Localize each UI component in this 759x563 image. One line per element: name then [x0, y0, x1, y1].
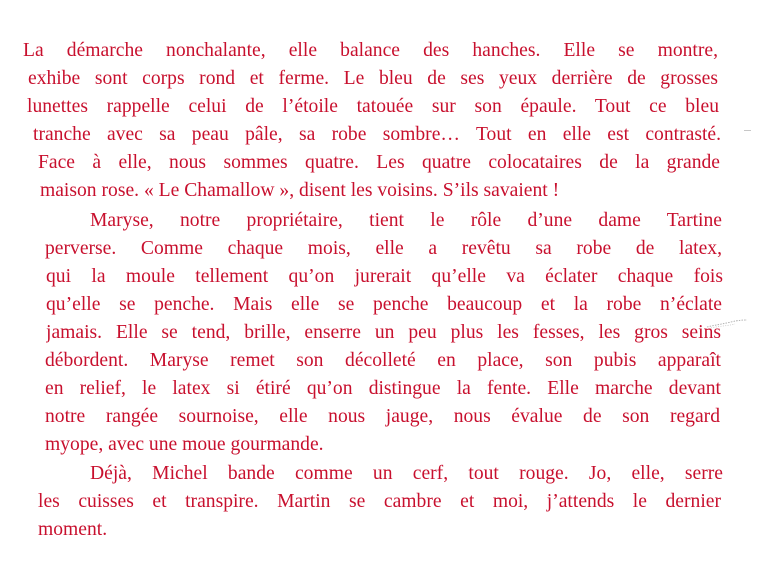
text-line: notre rangée sournoise, elle nous jauge, nous évalue de son regard	[45, 406, 720, 427]
text-line: débordent. Maryse remet son décolleté en place, son pubis apparaît	[45, 350, 721, 371]
text-line: qu’elle se penche. Mais elle se penche beaucoup et la robe n’éclate	[46, 294, 722, 315]
text-line: Face à elle, nous sommes quatre. Les quatre colocataires de la grande	[38, 152, 720, 173]
text-line: les cuisses et transpire. Martin se cambre et moi, j’attends le dernier	[38, 491, 721, 512]
text-line: La démarche nonchalante, elle balance des hanches. Elle se montre,	[23, 40, 718, 61]
text-line: myope, avec une moue gourmande.	[45, 434, 324, 455]
text-line: Déjà, Michel bande comme un cerf, tout rouge. Jo, elle, serre	[90, 463, 723, 484]
scan-smudge	[705, 318, 749, 330]
text-line: qui la moule tellement qu’on jurerait qu’elle va éclater chaque fois	[46, 266, 723, 287]
scan-speck	[744, 130, 751, 131]
text-line: en relief, le latex si étiré qu’on distingue la fente. Elle marche devant	[45, 378, 721, 399]
text-line: lunettes rappelle celui de l’étoile tatouée sur son épaule. Tout ce bleu	[27, 96, 719, 117]
text-line: tranche avec sa peau pâle, sa robe sombre… Tout en elle est contrasté.	[33, 124, 721, 145]
text-line: jamais. Elle se tend, brille, enserre un peu plus les fesses, les gros seins	[46, 322, 721, 343]
text-line: moment.	[38, 519, 108, 540]
text-line: Maryse, notre propriétaire, tient le rôle d’une dame Tartine	[90, 210, 722, 231]
text-line: exhibe sont corps rond et ferme. Le bleu de ses yeux derrière de grosses	[28, 68, 718, 89]
text-line: perverse. Comme chaque mois, elle a revêtu sa robe de latex,	[45, 238, 722, 259]
text-line: maison rose. « Le Chamallow », disent les voisins. S’ils savaient !	[40, 180, 560, 201]
